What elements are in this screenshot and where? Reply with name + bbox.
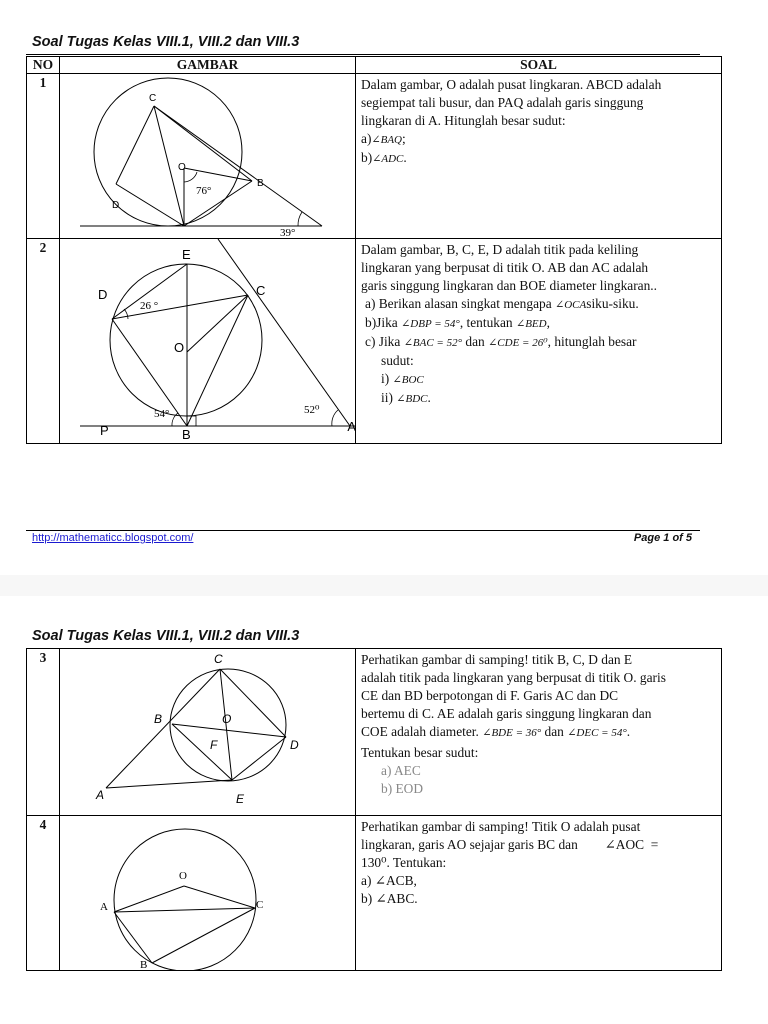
question-line: Dalam gambar, O adalah pusat lingkaran. ABCD adalah: [361, 77, 662, 92]
chord-ed: [232, 737, 286, 780]
angle-expression: ∠DBP = 54°: [401, 318, 460, 330]
chord-bc: [187, 295, 248, 426]
question-line: Perhatikan gambar di samping! titik B, C, D dan E: [361, 652, 633, 667]
sub-prefix: c) Jika: [365, 334, 401, 349]
question-text: [356, 816, 722, 971]
column-header-gambar: GAMBAR: [60, 57, 356, 74]
sub-prefix: a) Berikan alasan singkat mengapa: [365, 296, 552, 311]
sub-prefix: a): [361, 131, 372, 146]
question-text: [356, 74, 722, 239]
figure-cell: [60, 74, 356, 239]
sub-prefix: ii): [381, 390, 393, 405]
question-row-3: [27, 649, 722, 816]
chord-ac: [114, 908, 255, 912]
question-number: 2: [27, 239, 60, 444]
sub-question-c-line2: sudut:: [381, 353, 414, 368]
label-e: E: [182, 247, 191, 262]
angle-arc-52: [332, 410, 338, 426]
question-text: [356, 239, 722, 444]
question-line: CE dan BD berpotongan di F. Garis AC dan DC: [361, 688, 619, 703]
label-d: D: [290, 738, 299, 752]
question-line: lingkaran di A. Hitunglah besar sudut:: [361, 113, 566, 128]
figure-2-circle-diagram: [60, 239, 356, 443]
sub-prefix: b): [361, 150, 373, 165]
sub-question-b: [361, 149, 716, 168]
label-b: B: [154, 712, 163, 726]
label-a: A: [347, 419, 356, 434]
sub-question-a: [361, 130, 716, 149]
sub-suffix: , hitunglah besar: [547, 334, 637, 349]
tangent-line-ac: [218, 239, 350, 426]
angle-expression: ∠BOC: [392, 374, 424, 386]
radius-oc: [184, 886, 255, 908]
angle-expression: ∠DEC = 54°: [567, 727, 627, 739]
sub-suffix: ;: [402, 131, 406, 146]
label-f: F: [210, 738, 218, 752]
line-text: COE adalah diameter.: [361, 724, 479, 739]
angle-arc-26: [124, 309, 128, 319]
radius-ob: [184, 168, 252, 181]
angle-label-76: 76°: [196, 185, 212, 197]
line-cd: [220, 669, 286, 737]
question-line: 130⁰. Tentukan:: [361, 855, 447, 870]
radius-ao: [114, 886, 184, 912]
angle-label-26: 26 °: [140, 300, 159, 312]
label-p: P: [100, 423, 109, 438]
question-line: [361, 723, 716, 742]
radius-oc: [187, 295, 248, 352]
angle-expression: ∠BDE = 36°: [482, 727, 542, 739]
question-number: 3: [27, 649, 60, 816]
chord-da: [116, 184, 184, 226]
sub-question-b: b) EOD: [381, 781, 424, 796]
sub-suffix: .: [403, 150, 407, 165]
question-line: Dalam gambar, B, C, E, D adalah titik pada keliling: [361, 242, 639, 257]
circle: [114, 829, 256, 970]
label-d: D: [112, 200, 120, 211]
sub-prefix: b)Jika: [365, 315, 398, 330]
label-b: B: [140, 959, 148, 970]
figure-cell: [60, 816, 356, 971]
angle-expression: ∠BAC = 52°: [403, 337, 463, 349]
angle-expression: ∠CDE = 26⁰: [488, 337, 548, 349]
label-d: D: [98, 287, 108, 302]
sub-prefix: i): [381, 371, 390, 386]
page-header: Soal Tugas Kelas VIII.1, VIII.2 dan VIII.3: [32, 34, 300, 50]
sub-question-ii: [361, 389, 716, 408]
chord-db: [112, 319, 187, 426]
sub-question-i: [361, 370, 716, 389]
figure-cell: [60, 649, 356, 816]
label-o: O: [178, 162, 186, 173]
angle-expression: ∠OCA: [555, 299, 587, 311]
question-line: garis singgung lingkaran dan BOE diameter lingkaran..: [361, 278, 658, 293]
figure-3-circle-diagram: [60, 649, 356, 815]
label-a: A: [100, 901, 108, 913]
question-line: Perhatikan gambar di samping! Titik O adalah pusat: [361, 819, 641, 834]
angle-arc-76: [184, 172, 197, 182]
sub-question-a: a) ∠ACB,: [361, 873, 417, 888]
angle-label-39: 39°: [280, 227, 296, 238]
label-o: O: [222, 712, 232, 726]
question-line: lingkaran, garis AO sejajar garis BC dan ∠AOC =: [361, 837, 659, 852]
sub-question-c: [361, 333, 716, 352]
label-a: A: [96, 788, 105, 802]
angle-label-54: 54°: [154, 408, 170, 420]
label-e: E: [236, 792, 245, 806]
sub-mid: , tentukan: [459, 315, 513, 330]
question-line: adalah titik pada lingkaran yang berpusat di titik O. garis: [361, 670, 666, 685]
sub-suffix: siku-siku.: [586, 296, 639, 311]
chord-bc: [152, 908, 255, 963]
line-text: dan: [544, 724, 564, 739]
label-c: C: [149, 93, 157, 104]
question-table: [26, 648, 722, 971]
angle-arc-39: [298, 212, 302, 226]
column-header-soal: SOAL: [356, 57, 722, 74]
tangent-line-ae: [106, 780, 232, 788]
column-header-no: NO: [27, 57, 60, 74]
question-row-4: [27, 816, 722, 971]
page-header: Soal Tugas Kelas VIII.1, VIII.2 dan VIII.3: [32, 628, 300, 644]
chord-dc: [112, 295, 248, 319]
sub-question-b: b) ∠ABC.: [361, 891, 418, 906]
angle-label-52: 52⁰: [304, 404, 320, 416]
question-line: bertemu di C. AE adalah garis singgung lingkaran dan: [361, 706, 652, 721]
sub-suffix: ,: [546, 315, 550, 330]
footer-link[interactable]: http://mathematicc.blogspot.com/: [32, 532, 194, 544]
question-line: lingkaran yang berpusat di titik O. AB dan AC adalah: [361, 260, 649, 275]
label-b: B: [257, 178, 264, 189]
figure-4-circle-diagram: [60, 816, 356, 970]
footer-rule: [26, 530, 700, 531]
question-table: [26, 56, 722, 444]
line-ac: [106, 669, 220, 788]
circle: [110, 264, 262, 416]
label-b: B: [182, 427, 191, 442]
task-line: Tentukan besar sudut:: [361, 745, 479, 760]
angle-expression: ∠BDC: [396, 393, 428, 405]
figure-cell: [60, 239, 356, 444]
question-row-1: [27, 74, 722, 239]
label-c: C: [256, 899, 264, 911]
angle-expression: ∠BED: [516, 318, 547, 330]
chord-cb: [154, 106, 252, 181]
sub-question-a: [361, 295, 716, 314]
sub-question-b: [361, 314, 716, 333]
chord-ba: [184, 181, 252, 226]
page-2: [0, 596, 768, 1024]
angle-expression: ∠ADC: [372, 153, 404, 165]
question-number: 1: [27, 74, 60, 239]
chord-ab: [114, 912, 152, 963]
question-line: segiempat tali busur, dan PAQ adalah garis singgung: [361, 95, 644, 110]
question-row-2: [27, 239, 722, 444]
sub-question-a: a) AEC: [381, 763, 421, 778]
question-text: [356, 649, 722, 816]
label-o: O: [174, 340, 185, 355]
header-rule: [26, 54, 700, 55]
chord-cd: [116, 106, 154, 184]
chord-be: [172, 724, 232, 780]
page-number: Page 1 of 5: [633, 532, 692, 544]
label-c: C: [256, 283, 266, 298]
label-c: C: [214, 652, 223, 666]
question-number: 4: [27, 816, 60, 971]
sub-suffix: .: [427, 390, 431, 405]
angle-expression: ∠BAQ: [371, 134, 403, 146]
table-header-row: [27, 57, 722, 74]
line-text: .: [626, 724, 631, 739]
label-o: O: [179, 870, 187, 882]
sub-mid: dan: [465, 334, 485, 349]
figure-1-circle-diagram: [60, 74, 356, 238]
